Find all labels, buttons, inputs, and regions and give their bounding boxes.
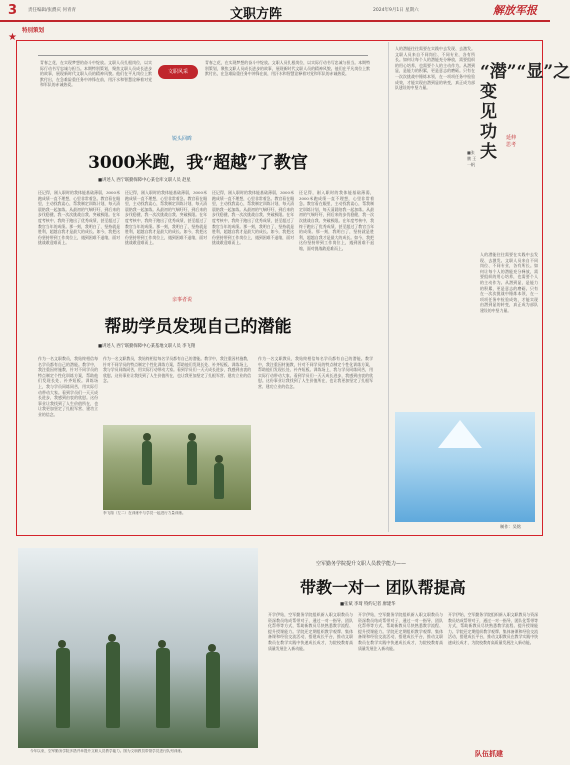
soldier-figure: [214, 463, 224, 499]
intro-text-left: 青春之花，在实现梦想的奋斗中绽放。文职人员扎根岗位，以实际行动书写忠诚与担当。本期特别策划，聚焦文职人员成长进步的故事，展现新时代文职人员的精神风貌。他们在平凡岗位上默默付出，在急难险重任务中冲锋在前，用汗水和智慧诠释着对党和军队的赤诚热爱。: [40, 60, 152, 88]
team-building-section-label: 队伍抓建: [475, 750, 503, 758]
article2-col-3: 作为一名文职教员，我始终相信每名学员都有自己的潜能。教学中，我注重因材施教，针对不同学员的特点制定个性化训练方案，帮助他们发现长处、补齐短板。训练场上，我与学员同练同苦，用实际行动带动大家。看到学员们一天天成长进步，我感到由衷的欣慰。这份事业让我找到了人生价值所在，也让我更加坚定了扎根军营、建功立业的信念。: [258, 356, 373, 389]
illustration-credit: 制作：吴铭: [500, 524, 521, 529]
soldier-head: [158, 640, 166, 648]
bottom-photo: [18, 548, 258, 748]
article2-photo-caption: 李飞翔（左二）在训练中与学员一起进行力量训练。: [103, 511, 186, 515]
article2-col-2: 作为一名文职教员，我始终相信每名学员都有自己的潜能。教学中，我注重因材施教，针对不同学员的特点制定个性化训练方案，帮助他们发现长处、补齐短板。训练场上，我与学员同练同苦，用实际行动带动大家。看到学员们一天天成长进步，我感到由衷的欣慰。这份事业让我找到了人生价值所在，也让我更加坚定了扎根军营、建功立业的信念。: [103, 356, 251, 384]
soldier-figure: [142, 441, 152, 485]
iceberg-tip: [438, 420, 482, 448]
soldier-figure: [206, 652, 220, 728]
soldier-figure: [156, 648, 170, 728]
bottom-col-2: 开学伊始，空军勤务学院组织新入职文职教员与资深教员结成帮带对子，通过一对一指导、团队化帮带等方式，帮助新教员尽快熟悉教学流程、提升授课能力。学院还定期组织教学观摩、集体备课和经验交流活动，搭建成长平台，推动文职教员在教学实践中快速成长成才，为院校教育高质量发展注入新动能。: [358, 612, 443, 651]
soldier-head: [58, 640, 66, 648]
side-author: ■张鹏 王一帆: [467, 150, 477, 167]
side-kicker: 延伸思考: [506, 135, 517, 148]
article1-col-1: 还记得，刚入职时的我体能基础薄弱，3000米跑成绩一直不理想，心里非常着急。教官看在眼里，主动找我谈心，帮我制定训练计划，每天清晨陪我一起加练。从最初的气喘吁吁，到后来的步伐稳健，我一次次挑战自我、突破极限。在年度考核中，我终于跑出了优秀成绩，甚至超过了教官当年的成绩。那一刻，我明白了，坚持就是胜利，超越自我才是最大的成长。如今，我把这份坚持带到工作岗位上，遇到困难不退缩，面对挑战敢迎难而上。: [38, 190, 120, 246]
article1-title: 3000米跑，我“超越”了教官: [88, 153, 308, 173]
page-number: 3: [8, 3, 18, 18]
article2-col-1: 作为一名文职教员，我始终相信每名学员都有自己的潜能。教学中，我注重因材施教，针对不同学员的特点制定个性化训练方案，帮助他们发现长处、补齐短板。训练场上，我与学员同练同苦，用实际行动带动大家。看到学员们一天天成长进步，我感到由衷的欣慰。这份事业让我找到了人生价值所在，也让我更加坚定了扎根军营、建功立业的信念。: [38, 356, 98, 417]
bottom-col-3: 开学伊始，空军勤务学院组织新入职文职教员与资深教员结成帮带对子，通过一对一指导、团队化帮带等方式，帮助新教员尽快熟悉教学流程、提升授课能力。学院还定期组织教学观摩、集体备课和经验交流活动，搭建成长平台，推动文职教员在教学实践中快速成长成才，为院校教育高质量发展注入新动能。: [448, 612, 538, 645]
bottom-kicker: 空军勤务学院提升文职人员教学能力——: [316, 561, 407, 567]
special-plan-bar: [8, 25, 45, 43]
soldier-figure: [187, 441, 197, 485]
soldier-head: [188, 433, 196, 441]
soldier-head: [143, 433, 151, 441]
article2-title: 帮助学员发现自己的潜能: [104, 317, 292, 337]
star-icon: ★: [8, 32, 17, 43]
article2-kicker: 亲事者说: [172, 297, 193, 303]
intro-badge: 文职风采: [158, 65, 198, 79]
special-plan-label: 特别策划: [22, 28, 45, 34]
side-text-col-1: 人的潜能往往需要在实践中去发现、去激发。文职人员来自不同岗位、不同专业，各有所长。如何让每个人的潜能充分释放，需要组织的用心培养，也需要个人的主动作为。从潜到显，是能力的积累，更是意志的磨砺。只有在一次次挑战中锤炼本领，在一项项任务中检验成效，才能实现由潜到显的转变，真正成为部队建设的中坚力量。: [395, 46, 475, 91]
side-text-col-2: 人的潜能往往需要在实践中去发现、去激发。文职人员来自不同岗位、不同专业，各有所长。如何让每个人的潜能充分释放，需要组织的用心培养，也需要个人的主动作为。从潜到显，是能力的积累，更是意志的磨砺。只有在一次次挑战中锤炼本领，在一项项任务中检验成效，才能实现由潜到显的转变，真正成为部队建设的中坚力量。: [480, 252, 538, 313]
bottom-byline: ■张斌 李琦 特约记者 廖建华: [340, 602, 396, 607]
article1-col-3: 还记得，刚入职时的我体能基础薄弱，3000米跑成绩一直不理想，心里非常着急。教官看在眼里，主动找我谈心，帮我制定训练计划，每天清晨陪我一起加练。从最初的气喘吁吁，到后来的步伐稳健，我一次次挑战自我、突破极限。在年度考核中，我终于跑出了优秀成绩，甚至超过了教官当年的成绩。那一刻，我明白了，坚持就是胜利，超越自我才是最大的成长。如今，我把这份坚持带到工作岗位上，遇到困难不退缩，面对挑战敢迎难而上。: [212, 190, 294, 246]
newspaper-masthead-logo: 解放军报: [493, 4, 537, 17]
article2-byline: ■讲述人 西宁联勤保障中心某基地文职人员 李飞翔: [98, 344, 196, 349]
bottom-col-1: 开学伊始，空军勤务学院组织新入职文职教员与资深教员结成帮带对子，通过一对一指导、团队化帮带等方式，帮助新教员尽快熟悉教学流程、提升授课能力。学院还定期组织教学观摩、集体备课和经验交流活动，搭建成长平台，推动文职教员在教学实践中快速成长成才，为院校教育高质量发展注入新动能。: [268, 612, 353, 651]
article1-col-2: 还记得，刚入职时的我体能基础薄弱，3000米跑成绩一直不理想，心里非常着急。教官看在眼里，主动找我谈心，帮我制定训练计划，每天清晨陪我一起加练。从最初的气喘吁吁，到后来的步伐稳健，我一次次挑战自我、突破极限。在年度考核中，我终于跑出了优秀成绩，甚至超过了教官当年的成绩。那一刻，我明白了，坚持就是胜利，超越自我才是最大的成长。如今，我把这份坚持带到工作岗位上，遇到困难不退缩，面对挑战敢迎难而上。: [125, 190, 207, 246]
soldier-head: [215, 455, 223, 463]
intro-text-right: 青春之花，在实现梦想的奋斗中绽放。文职人员扎根岗位，以实际行动书写忠诚与担当。本期特别策划，聚焦文职人员成长进步的故事，展现新时代文职人员的精神风貌。他们在平凡岗位上默默付出，在急难险重任务中冲锋在前，用汗水和智慧诠释着对党和军队的赤诚热爱。: [205, 60, 370, 77]
section-title: 文职方阵: [230, 7, 283, 22]
column-divider: [388, 42, 389, 532]
article1-byline: ■讲述人 西宁联勤保障中心某仓库文职人员 赵星: [98, 178, 191, 183]
bottom-photo-caption: 今年以来，空军勤务学院多措并举提升文职人员教学能力。图为文职教员带领学员进行队列训练。: [30, 749, 185, 753]
article1-col-4: 还记得，刚入职时的我体能基础薄弱，3000米跑成绩一直不理想，心里非常着急。教官看在眼里，主动找我谈心，帮我制定训练计划，每天清晨陪我一起加练。从最初的气喘吁吁，到后来的步伐稳健，我一次次挑战自我、突破极限。在年度考核中，我终于跑出了优秀成绩，甚至超过了教官当年的成绩。那一刻，我明白了，坚持就是胜利，超越自我才是最大的成长。如今，我把这份坚持带到工作岗位上，遇到困难不退缩，面对挑战敢迎难而上。: [299, 190, 374, 251]
training-photo: [103, 425, 251, 510]
article1-kicker: 锐头回眸: [172, 136, 193, 142]
side-title: “潜”“显”之变见功夫: [480, 62, 570, 162]
date-line: 2024年9月1日 星期六: [373, 8, 419, 13]
soldier-figure: [106, 642, 120, 728]
soldier-head: [208, 644, 216, 652]
soldier-head: [108, 634, 116, 642]
editor-meta: 责任编辑/张爵庆 何青青: [28, 8, 76, 13]
soldier-figure: [56, 648, 70, 728]
bottom-title: 带教一对一 团队帮提高: [300, 578, 466, 597]
